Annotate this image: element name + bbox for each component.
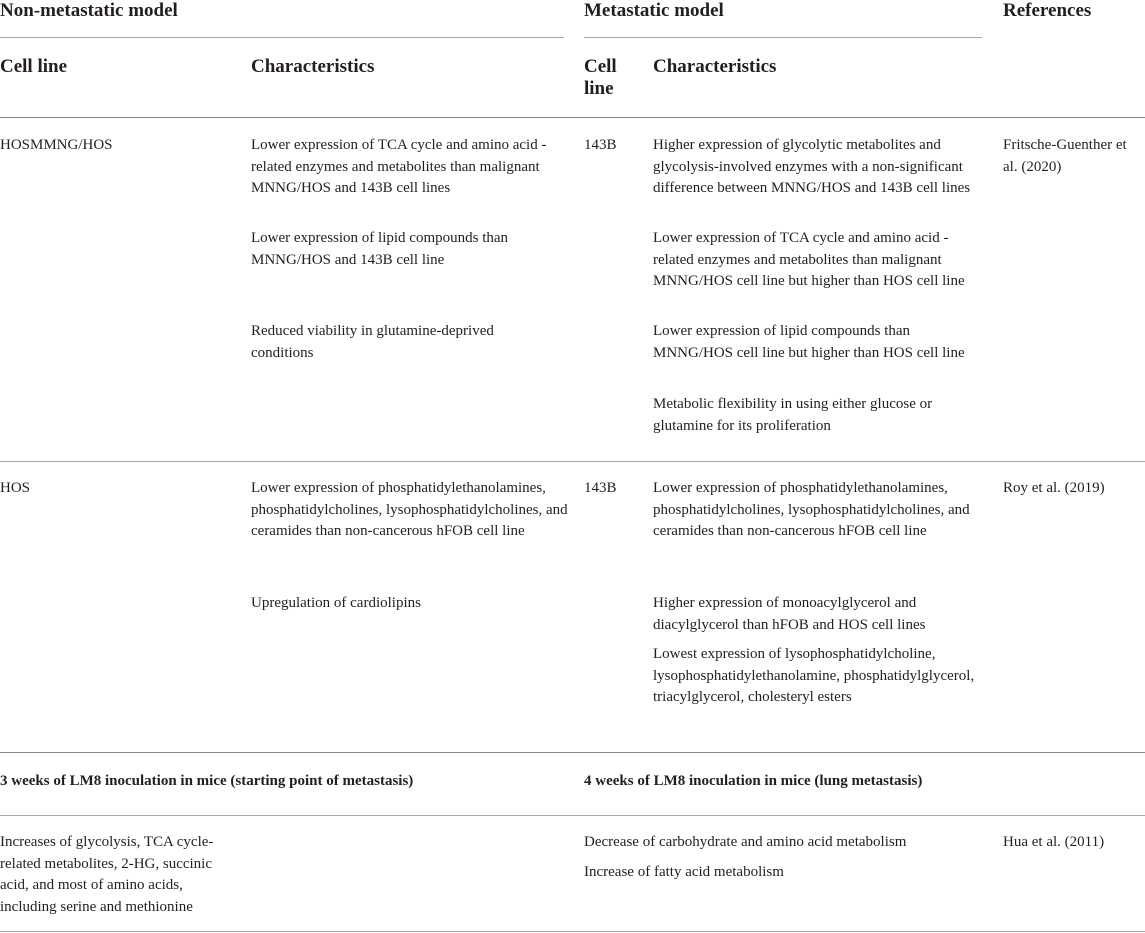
lm8-meta-char-2: Increase of fatty acid metabolism <box>584 864 784 880</box>
lm8-heading-rule <box>0 815 1145 816</box>
table-row-2-meta-char-1: Lower expression of phosphatidylethanolamines, phosphatidylcholines, lysophosphatidylcholines, and ceramides than non-cancerous hFOB cell line <box>653 480 970 539</box>
metastatic-header-rule <box>584 37 982 38</box>
table-row-2-cell-line: HOS <box>0 480 31 496</box>
lm8-metastatic-heading: 4 weeks of LM8 inoculation in mice (lung metastasis) <box>584 773 923 789</box>
row-2-bottom-rule <box>0 752 1145 753</box>
lm8-meta-char-1: Decrease of carbohydrate and amino acid metabolism <box>584 834 907 850</box>
characteristics-header: Characteristics <box>251 56 375 77</box>
table-row-1-cell-line: HOSMMNG/HOS <box>0 137 113 153</box>
header-bottom-rule <box>0 117 1145 118</box>
metastatic-model-header: Metastatic model <box>584 0 724 21</box>
table-row-1-meta-char-3: Lower expression of lipid compounds than MNNG/HOS cell line but higher than HOS cell line <box>653 323 965 361</box>
references-header: References <box>1003 0 1092 21</box>
table-row-2-meta-char-2: Higher expression of monoacylglycerol and diacylglycerol than hFOB and HOS cell lines <box>653 595 926 633</box>
table-row-2-reference: Roy et al. (2019) <box>1003 480 1105 496</box>
lm8-non-metastatic-heading: 3 weeks of LM8 inoculation in mice (starting point of metastasis) <box>0 773 414 789</box>
non-metastatic-header-rule <box>0 37 564 38</box>
non-metastatic-model-header: Non-metastatic model <box>0 0 178 21</box>
table-row-2-meta-cell-line: 143B <box>584 480 617 496</box>
table-row-1-meta-char-2: Lower expression of TCA cycle and amino acid -related enzymes and metabolites than malignant MNNG/HOS cell line but higher than HOS cell line <box>653 230 965 289</box>
metastatic-cell-line-header: Cell line <box>584 56 617 99</box>
cell-line-header: Cell line <box>0 56 68 77</box>
table-row-2-char-2: Upregulation of cardiolipins <box>251 595 421 611</box>
table-row-2-char-1: Lower expression of phosphatidylethanolamines, phosphatidylcholines, lysophosphatidylcholines, and ceramides than non-cancerous hFOB cell line <box>251 480 568 539</box>
table-row-1-meta-char-4: Metabolic flexibility in using either glucose or glutamine for its proliferation <box>653 396 933 434</box>
table-row-1-meta-char-1: Higher expression of glycolytic metabolites and glycolysis-involved enzymes with a non-significant difference between MNNG/HOS and 143B cell lines <box>653 137 971 196</box>
metastatic-characteristics-header: Characteristics <box>653 56 777 77</box>
table-row-1-char-3: Reduced viability in glutamine-deprived conditions <box>251 323 494 361</box>
table-row-1-meta-cell-line: 143B <box>584 137 617 153</box>
table-row-2-meta-char-3: Lowest expression of lysophosphatidylcholine, lysophosphatidylethanolamine, phosphatidylglycerol, triacylglycerol, cholesteryl esters <box>653 646 975 705</box>
table-row-1-char-2: Lower expression of lipid compounds than MNNG/HOS and 143B cell line <box>251 230 509 268</box>
table-row-1-reference: Fritsche-Guenther et al. (2020) <box>1003 137 1127 175</box>
lm8-non-meta-char-1: Increases of glycolysis, TCA cycle-related metabolites, 2-HG, succinic acid, and most of amino acids, including serine and methionine <box>0 834 214 915</box>
lm8-reference: Hua et al. (2011) <box>1003 834 1105 850</box>
row-1-bottom-rule <box>0 461 1145 462</box>
table-row-1-char-1: Lower expression of TCA cycle and amino acid -related enzymes and metabolites than malignant MNNG/HOS and 143B cell lines <box>251 137 547 196</box>
table-bottom-rule <box>0 931 1145 932</box>
